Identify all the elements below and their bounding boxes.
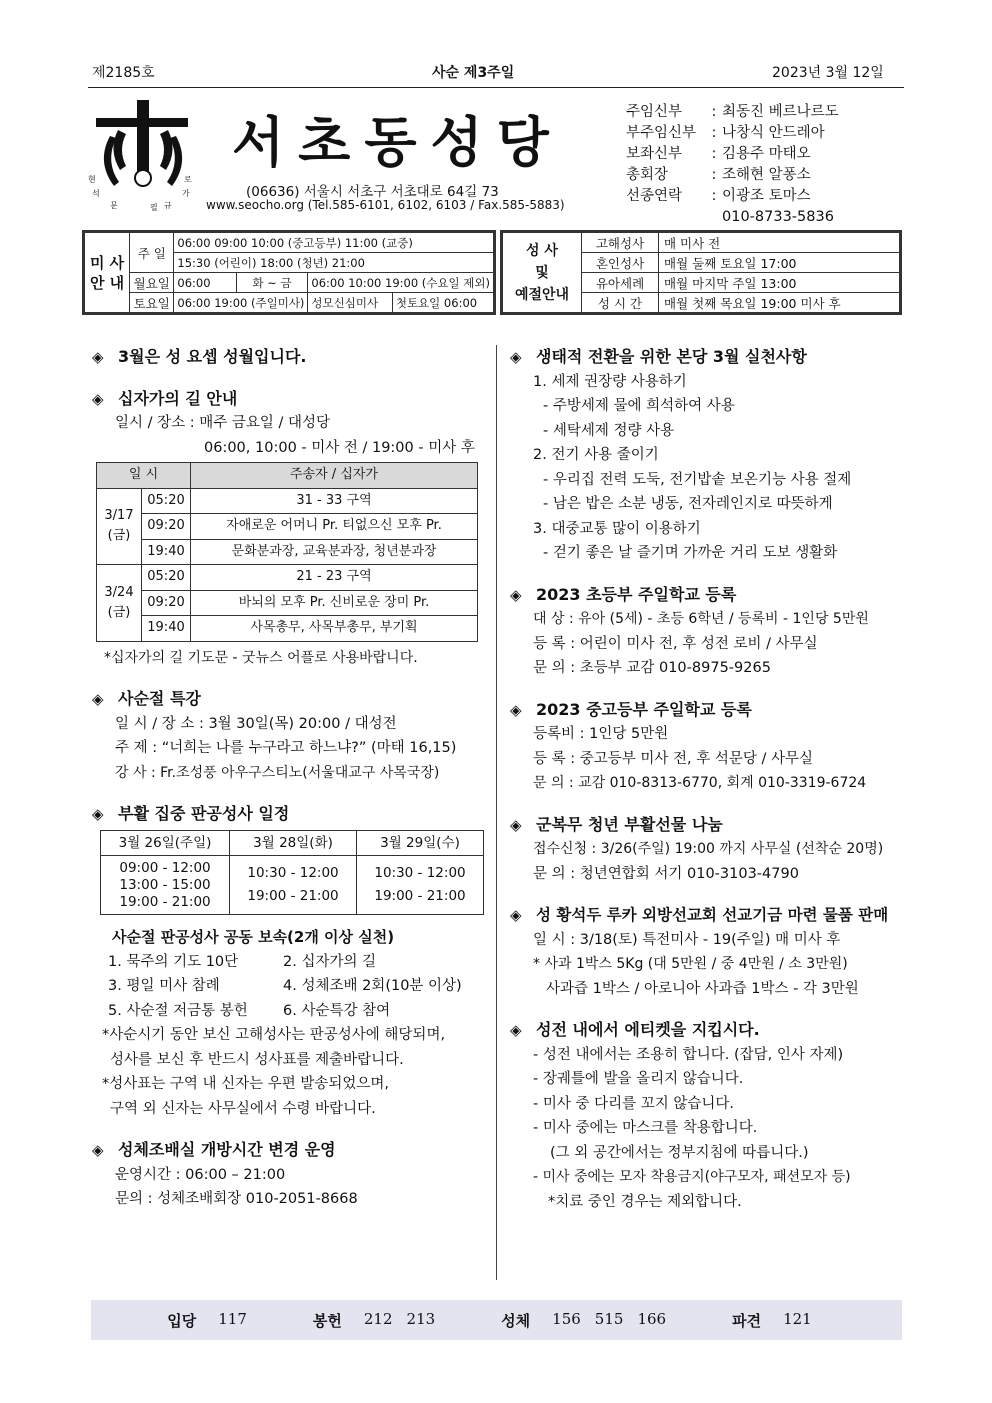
way-day: 3/24 (금) bbox=[97, 565, 142, 642]
staff-name: 나창식 안드레아 bbox=[722, 125, 825, 141]
section-heading: ◈ 2023 중고등부 주일학교 등록 bbox=[510, 698, 906, 723]
way-time: 19:40 bbox=[142, 539, 191, 565]
staff-row: 보좌신부 : 김용주 마태오 bbox=[626, 144, 839, 165]
etiquette-line: - 미사 중에는 마스크를 착용합니다. bbox=[533, 1120, 758, 1136]
stat-communion: 성체 156 515 166 bbox=[501, 1309, 667, 1330]
way-day: 3/17 (금) bbox=[97, 488, 142, 565]
section-heading: ◈ 십자가의 길 안내 bbox=[92, 387, 487, 412]
penance-note: *성사표는 구역 내 신자는 우편 발송되었으며, bbox=[102, 1076, 390, 1092]
way-time: 09:20 bbox=[142, 590, 191, 616]
mass-monday-time: 06:00 bbox=[174, 273, 236, 293]
mass-sunday-times-2: 15:30 (어린이) 18:00 (청년) 21:00 bbox=[174, 253, 494, 273]
way-leader: 문화분과장, 교육분과장, 청년분과장 bbox=[191, 539, 478, 565]
sacrament-time: 매월 둘째 토요일 17:00 bbox=[659, 253, 900, 273]
confession-table bbox=[100, 830, 484, 916]
way-leader: 21 - 23 구역 bbox=[191, 565, 478, 591]
eco-line: - 주방세제 물에 희석하여 사용 bbox=[543, 398, 735, 414]
etiquette-line: - 장궤틀에 발을 올리지 않습니다. bbox=[533, 1071, 744, 1087]
sacrament-name: 고해성사 bbox=[582, 233, 659, 253]
eco-line: 2. 전기 사용 줄이기 bbox=[533, 447, 659, 463]
registration-line: 문 의 : 초등부 교감 010-8975-9265 bbox=[533, 660, 771, 676]
eco-line: - 남은 밥은 소분 냉동, 전자레인지로 따뜻하게 bbox=[543, 496, 833, 512]
table-header: 3월 26일(주일) bbox=[101, 830, 230, 856]
penance-note: *사순시기 동안 보신 고해성사는 판공성사에 해당되며, bbox=[102, 1027, 446, 1043]
table-header: 3월 28일(화) bbox=[230, 830, 357, 856]
mass-sunday-label: 주 일 bbox=[130, 233, 174, 273]
diamond-bullet-icon: ◈ bbox=[92, 690, 104, 708]
table-header: 일 시 bbox=[97, 463, 191, 489]
eco-line: - 세탁세제 정량 사용 bbox=[543, 422, 675, 439]
staff-role: 선종연락 bbox=[626, 188, 683, 204]
lecture-line: 일 시 / 장 소 : 3월 30일(목) 20:00 / 대성전 bbox=[115, 715, 397, 732]
sacrament-schedule bbox=[500, 230, 902, 315]
diamond-bullet-icon: ◈ bbox=[92, 389, 104, 408]
staff-name: 김용주 마태오 bbox=[722, 146, 811, 162]
way-time: 09:20 bbox=[142, 514, 191, 540]
parish-address: (06636) 서울시 서초구 서초대로 64길 73 bbox=[246, 184, 499, 200]
way-time: 19:40 bbox=[142, 616, 191, 642]
eco-line: - 우리집 전력 도둑, 전기밥솥 보온기능 사용 절제 bbox=[543, 471, 852, 488]
table-header: 3월 29일(수) bbox=[357, 830, 484, 856]
mass-weekday-times: 06:00 10:00 19:00 (수요일 제외) bbox=[308, 273, 494, 293]
diamond-bullet-icon: ◈ bbox=[92, 805, 104, 823]
staff-role: 주임신부 bbox=[626, 104, 683, 120]
mass-statistics-bar bbox=[91, 1300, 902, 1340]
section-heading: ◈ 사순절 특강 bbox=[92, 687, 487, 712]
penance-row: 1. 묵주의 기도 10단 2. 십자가의 길 bbox=[108, 953, 377, 970]
mass-saturday-times: 06:00 19:00 (주일미사) bbox=[174, 293, 308, 313]
staff-row: 주임신부 : 최동진 베르나르도 bbox=[626, 102, 839, 123]
section-heading: ◈ 3월은 성 요셉 성월입니다. bbox=[92, 345, 487, 370]
eco-line: 3. 대중교통 많이 이용하기 bbox=[533, 520, 701, 537]
registration-line: 등 록 : 중고등부 미사 전, 후 석문당 / 사무실 bbox=[533, 750, 813, 767]
penance-row: 3. 평일 미사 참례 4. 성체조배 2회(10분 이상) bbox=[108, 978, 462, 994]
section-heading: ◈ 2023 초등부 주일학교 등록 bbox=[510, 583, 906, 608]
diamond-bullet-icon: ◈ bbox=[510, 1021, 522, 1039]
penance-title: 사순절 판공성사 공동 보속(2개 이상 실천) bbox=[112, 928, 395, 946]
confession-times: 10:30 - 12:00 19:00 - 21:00 bbox=[357, 856, 484, 915]
eco-line: - 걷기 좋은 날 즐기며 가까운 거리 도보 생활화 bbox=[543, 545, 838, 561]
gift-line: 문 의 : 청년연합회 서기 010-3103-4790 bbox=[533, 865, 799, 882]
diamond-bullet-icon: ◈ bbox=[510, 585, 522, 604]
way-note: *십자가의 길 기도문 - 굿뉴스 어플로 사용바랍니다. bbox=[104, 649, 418, 666]
staff-row: 총회장 : 조해현 알퐁소 bbox=[626, 165, 839, 186]
stat-entrance: 입당 117 bbox=[167, 1309, 247, 1330]
logo-char: 석 bbox=[92, 189, 100, 198]
way-of-cross-table bbox=[96, 462, 478, 642]
staff-row: 선종연락 : 이광조 토마스 bbox=[626, 186, 839, 207]
table-header: 주송자 / 십자가 bbox=[191, 463, 478, 489]
sacrament-time: 매월 마지막 주일 13:00 bbox=[659, 273, 900, 293]
left-column bbox=[92, 345, 487, 1212]
way-leader: 31 - 33 구역 bbox=[191, 488, 478, 514]
staff-role: 보좌신부 bbox=[626, 146, 683, 162]
parish-logo bbox=[88, 92, 198, 212]
way-info-line: 06:00, 10:00 - 미사 전 / 19:00 - 미사 후 bbox=[204, 439, 475, 456]
staff-list bbox=[626, 102, 839, 228]
diamond-bullet-icon: ◈ bbox=[510, 906, 522, 924]
mass-first-saturday: 첫토요일 06:00 bbox=[392, 293, 493, 313]
etiquette-line: - 미사 중에는 모자 착용금지(야구모자, 패션모자 등) bbox=[533, 1169, 851, 1185]
stat-dismissal: 파견 121 bbox=[732, 1309, 812, 1330]
mass-marian-label: 성모신심미사 bbox=[308, 293, 392, 313]
section-heading: ◈ 부활 집중 판공성사 일정 bbox=[92, 802, 487, 827]
mass-schedule bbox=[82, 230, 496, 315]
section-heading: ◈ 성전 내에서 에티켓을 지킵시다. bbox=[510, 1018, 906, 1043]
logo-char: 로 bbox=[184, 175, 192, 184]
diamond-bullet-icon: ◈ bbox=[92, 348, 104, 366]
lecture-line: 강 사 : Fr.조성풍 아우구스티노(서울대교구 사목국장) bbox=[115, 764, 440, 781]
staff-role: 총회장 bbox=[626, 167, 669, 183]
way-leader: 자애로운 어머니 Pr. 티없으신 모후 Pr. bbox=[191, 514, 478, 540]
registration-line: 대 상 : 유아 (5세) - 초등 6학년 / 등록비 - 1인당 5만원 bbox=[533, 611, 869, 627]
etiquette-line: - 미사 중 다리를 꼬지 않습니다. bbox=[533, 1095, 734, 1112]
mass-monday-label: 월요일 bbox=[130, 273, 174, 293]
logo-char: 규 bbox=[164, 201, 172, 210]
mass-weekday-label: 화 ~ 금 bbox=[236, 273, 308, 293]
staff-name: 조해현 알퐁소 bbox=[722, 167, 811, 183]
section-heading: ◈ 군복무 청년 부활선물 나눔 bbox=[510, 813, 906, 838]
way-time: 05:20 bbox=[142, 488, 191, 514]
logo-char: 가 bbox=[182, 189, 190, 198]
penance-note: 구역 외 신자는 사무실에서 수령 바랍니다. bbox=[110, 1100, 376, 1117]
section-heading: ◈ 생태적 전환을 위한 본당 3월 실천사항 bbox=[510, 345, 906, 370]
logo-char: 필 bbox=[150, 203, 158, 212]
mass-saturday-label: 토요일 bbox=[130, 293, 174, 313]
way-time: 05:20 bbox=[142, 565, 191, 591]
liturgical-week: 사순 제3주일 bbox=[432, 65, 515, 81]
sacrament-name: 유아세례 bbox=[582, 273, 659, 293]
sacrament-name: 성 시 간 bbox=[582, 293, 659, 313]
sale-line: 사과즙 1박스 / 아로니아 사과즙 1박스 - 각 3만원 bbox=[546, 980, 859, 997]
confession-times: 09:00 - 12:00 13:00 - 15:00 19:00 - 21:00 bbox=[101, 856, 230, 915]
sale-line: 일 시 : 3/18(토) 특전미사 - 19(주일) 매 미사 후 bbox=[533, 931, 841, 948]
registration-line: 문 의 : 교감 010-8313-6770, 회계 010-3319-6724 bbox=[533, 775, 867, 791]
diamond-bullet-icon: ◈ bbox=[510, 348, 522, 366]
staff-phone-row bbox=[626, 207, 839, 228]
section-heading: ◈ 성 황석두 루카 외방선교회 선교기금 마련 물품 판매 bbox=[510, 903, 906, 928]
way-info-line: 일시 / 장소 : 매주 금요일 / 대성당 bbox=[115, 415, 331, 431]
right-column bbox=[510, 345, 906, 1214]
registration-line: 등록비 : 1인당 5만원 bbox=[533, 726, 669, 742]
sacrament-name: 혼인성사 bbox=[582, 253, 659, 273]
staff-role: 부주임신부 bbox=[626, 125, 697, 141]
etiquette-line: (그 외 공간에서는 정부지침에 따릅니다.) bbox=[550, 1144, 809, 1161]
issue-date: 2023년 3월 12일 bbox=[772, 65, 884, 81]
sale-line: * 사과 1박스 5Kg (대 5만원 / 중 4만원 / 소 3만원) bbox=[533, 956, 848, 972]
staff-phone: 010-8733-5836 bbox=[722, 209, 834, 225]
way-leader: 바뇌의 모후 Pr. 신비로운 장미 Pr. bbox=[191, 590, 478, 616]
lecture-line: 주 제 : “너희는 나를 누구라고 하느냐?” (마태 16,15) bbox=[115, 740, 457, 756]
mass-label: 미 사 안 내 bbox=[85, 233, 130, 313]
parish-name: 서초동성당 bbox=[232, 111, 563, 174]
penance-note: 성사를 보신 후 반드시 성사표를 제출바랍니다. bbox=[110, 1051, 404, 1068]
adoration-line: 운영시간 : 06:00 – 21:00 bbox=[115, 1166, 286, 1183]
mass-sunday-times-1: 06:00 09:00 10:00 (중고등부) 11:00 (교중) bbox=[174, 233, 494, 253]
column-divider bbox=[496, 345, 497, 1280]
registration-line: 등 록 : 어린이 미사 전, 후 성전 로비 / 사무실 bbox=[533, 635, 818, 652]
logo-char: 문 bbox=[110, 201, 118, 210]
logo-char: 현 bbox=[88, 175, 96, 184]
penance-row: 5. 사순절 저금통 봉헌 6. 사순특강 참여 bbox=[108, 1002, 391, 1019]
way-leader: 사목총무, 사목부총무, 부기획 bbox=[191, 616, 478, 642]
diamond-bullet-icon: ◈ bbox=[510, 815, 522, 834]
adoration-line: 문의 : 성체조배회장 010-2051-8668 bbox=[115, 1191, 358, 1207]
section-heading: ◈ 성체조배실 개방시간 변경 운영 bbox=[92, 1138, 487, 1163]
confession-times: 10:30 - 12:00 19:00 - 21:00 bbox=[230, 856, 357, 915]
staff-row: 부주임신부 : 나창식 안드레아 bbox=[626, 123, 839, 144]
header-rule bbox=[88, 87, 904, 88]
sacrament-time: 매월 첫째 목요일 19:00 미사 후 bbox=[659, 293, 900, 313]
staff-name: 이광조 토마스 bbox=[722, 188, 811, 204]
eco-line: 1. 세제 권장량 사용하기 bbox=[533, 373, 687, 390]
gift-line: 접수신청 : 3/26(주일) 19:00 까지 사무실 (선착순 20명) bbox=[533, 841, 884, 857]
sacrament-time: 매 미사 전 bbox=[659, 233, 900, 253]
etiquette-line: - 성전 내에서는 조용히 합니다. (잡담, 인사 자제) bbox=[533, 1046, 844, 1063]
stat-offering: 봉헌 212 213 bbox=[312, 1309, 436, 1330]
issue-number: 제2185호 bbox=[92, 65, 155, 81]
staff-name: 최동진 베르나르도 bbox=[722, 104, 839, 120]
sacrament-label: 성 사 및 예절안내 bbox=[503, 233, 582, 313]
diamond-bullet-icon: ◈ bbox=[510, 700, 522, 719]
diamond-bullet-icon: ◈ bbox=[92, 1141, 104, 1159]
parish-contact: www.seocho.org (Tel.585-6101, 6102, 6103 / Fax.585-5883) bbox=[206, 198, 565, 212]
etiquette-line: *치료 중인 경우는 제외합니다. bbox=[548, 1193, 742, 1210]
